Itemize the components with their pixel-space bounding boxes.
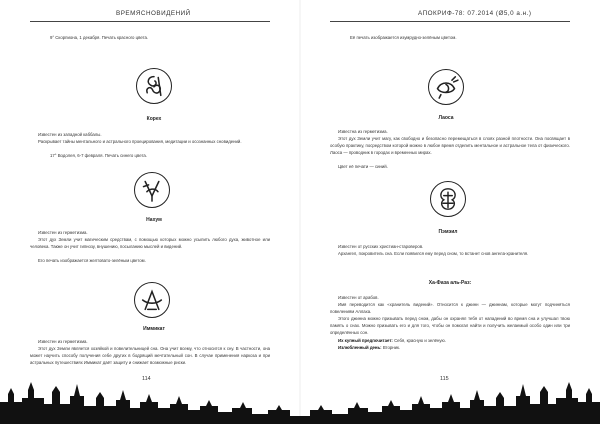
immikat-sigil-icon xyxy=(134,282,170,318)
nakhum-seal-color: Его печать изображается желтовато-зелёным цветом. xyxy=(38,258,146,263)
korekh-sigil-icon xyxy=(136,68,172,104)
left-page-number: 114 xyxy=(142,376,151,382)
khafaza-day-value: Вторник. xyxy=(382,345,401,350)
right-page-number: 115 xyxy=(440,376,449,382)
skyline-silhouette xyxy=(0,372,600,424)
pemeil-origin: Известен от русских христиан-староверов. xyxy=(338,244,424,249)
immikat-description: Этот дух Земли является хозяйкой и повелительницей сна. Она учит всему, что относится к сну. В частности, она может научить способу получения себе других в бодрящий мечтательный сон. В случае применения наркоза и при астральных путешествиях Иммикат даёт защиту и снижает возможные риски. xyxy=(30,346,270,365)
laosa-name: Лаоса xyxy=(438,115,454,121)
right-intro-line: Её печать изображается изумрудно-зелёным цветом. xyxy=(350,35,457,40)
laosa-sigil-icon xyxy=(428,69,464,105)
pemeil-name: Пэмэил xyxy=(438,229,458,235)
khafaza-day-line xyxy=(330,345,570,352)
pemeil-description: Архангел, покровитель сна. Если появился ему перед сном, то встанет снов ангела-хранителя. xyxy=(338,251,529,256)
khafaza-day-label: Излюбленный день: xyxy=(338,345,382,350)
nakhum-description: Этот дух Земли учит магическим средствам, с помощью которых можно усыпить любого духа, животное или человека. Также он учит гипнозу, внушению, посыланию мыслей и видений. xyxy=(30,237,270,249)
laosa-seal-color: Цвет её печати — синий. xyxy=(338,164,388,169)
khafaza-name: Ха-Фаза аль-Раз: xyxy=(428,280,472,286)
korekh-name: Корех xyxy=(146,116,162,122)
left-header-rule xyxy=(30,21,270,22)
immikat-origin: Известен из герметизма. xyxy=(38,339,88,344)
khafaza-name-meaning: Имя переводится как «хранитель видений». Относится к джинн — джиннам, которые могут подчиняться повелениям Аллаха. xyxy=(330,302,570,314)
immikat-name: Иммикат xyxy=(143,326,165,332)
left-running-header: ВРЕМЯСНОВИДЕНИЙ xyxy=(116,10,191,17)
khafaza-preference-value: Себя, красную и зелёную. xyxy=(394,338,446,343)
nakhum-date-line: 17° Водолея, 6-7 февраля. Печать синего цвета. xyxy=(50,153,147,158)
khafaza-preference-label: Их купный предпочитает: xyxy=(338,338,393,343)
laosa-description: Этот дух Земли учит магу, как свободно и безопасно перемещаться в слоях разной плотности. Она посвящает в особую практику, посредством которой можно в любое время отделить ментальное и астральное тела от физического. Лаоса — проводник в городах и временных мирах. xyxy=(330,136,570,155)
korekh-origin: Известен из западной каббалы. xyxy=(38,132,102,137)
nakhum-sigil-icon xyxy=(134,172,170,208)
laosa-origin: Известна из герметизма. xyxy=(338,129,388,134)
nakhum-origin: Известен из герметизма. xyxy=(38,230,88,235)
khafaza-preference-line xyxy=(330,338,570,345)
khafaza-origin: Известен от арабов. xyxy=(338,295,379,300)
korekh-description: Раскрывает тайны ментального и астрального проецирования, медитации и осознанных сновидений. xyxy=(38,139,242,144)
nakhum-name: Нахум xyxy=(146,217,162,223)
khafaza-description: Этого джинна можно призывать перед сном, дабы он охранял тебя от нападений во время сна и улучшал твою память о снах. Можно призывать его и для того, чтобы он помогал найти и получить желаемый особо один или три определённых сон. xyxy=(330,316,570,335)
korekh-date-line: 9° Скорпиона, 1 декабря. Печать красного цвета. xyxy=(50,35,149,40)
right-running-header: АПОКРИФ-78: 07.2014 (Ø5,0 а.н.) xyxy=(418,10,532,17)
right-header-rule xyxy=(330,21,570,22)
right-page xyxy=(300,0,600,424)
pemeil-sigil-icon xyxy=(430,181,466,217)
